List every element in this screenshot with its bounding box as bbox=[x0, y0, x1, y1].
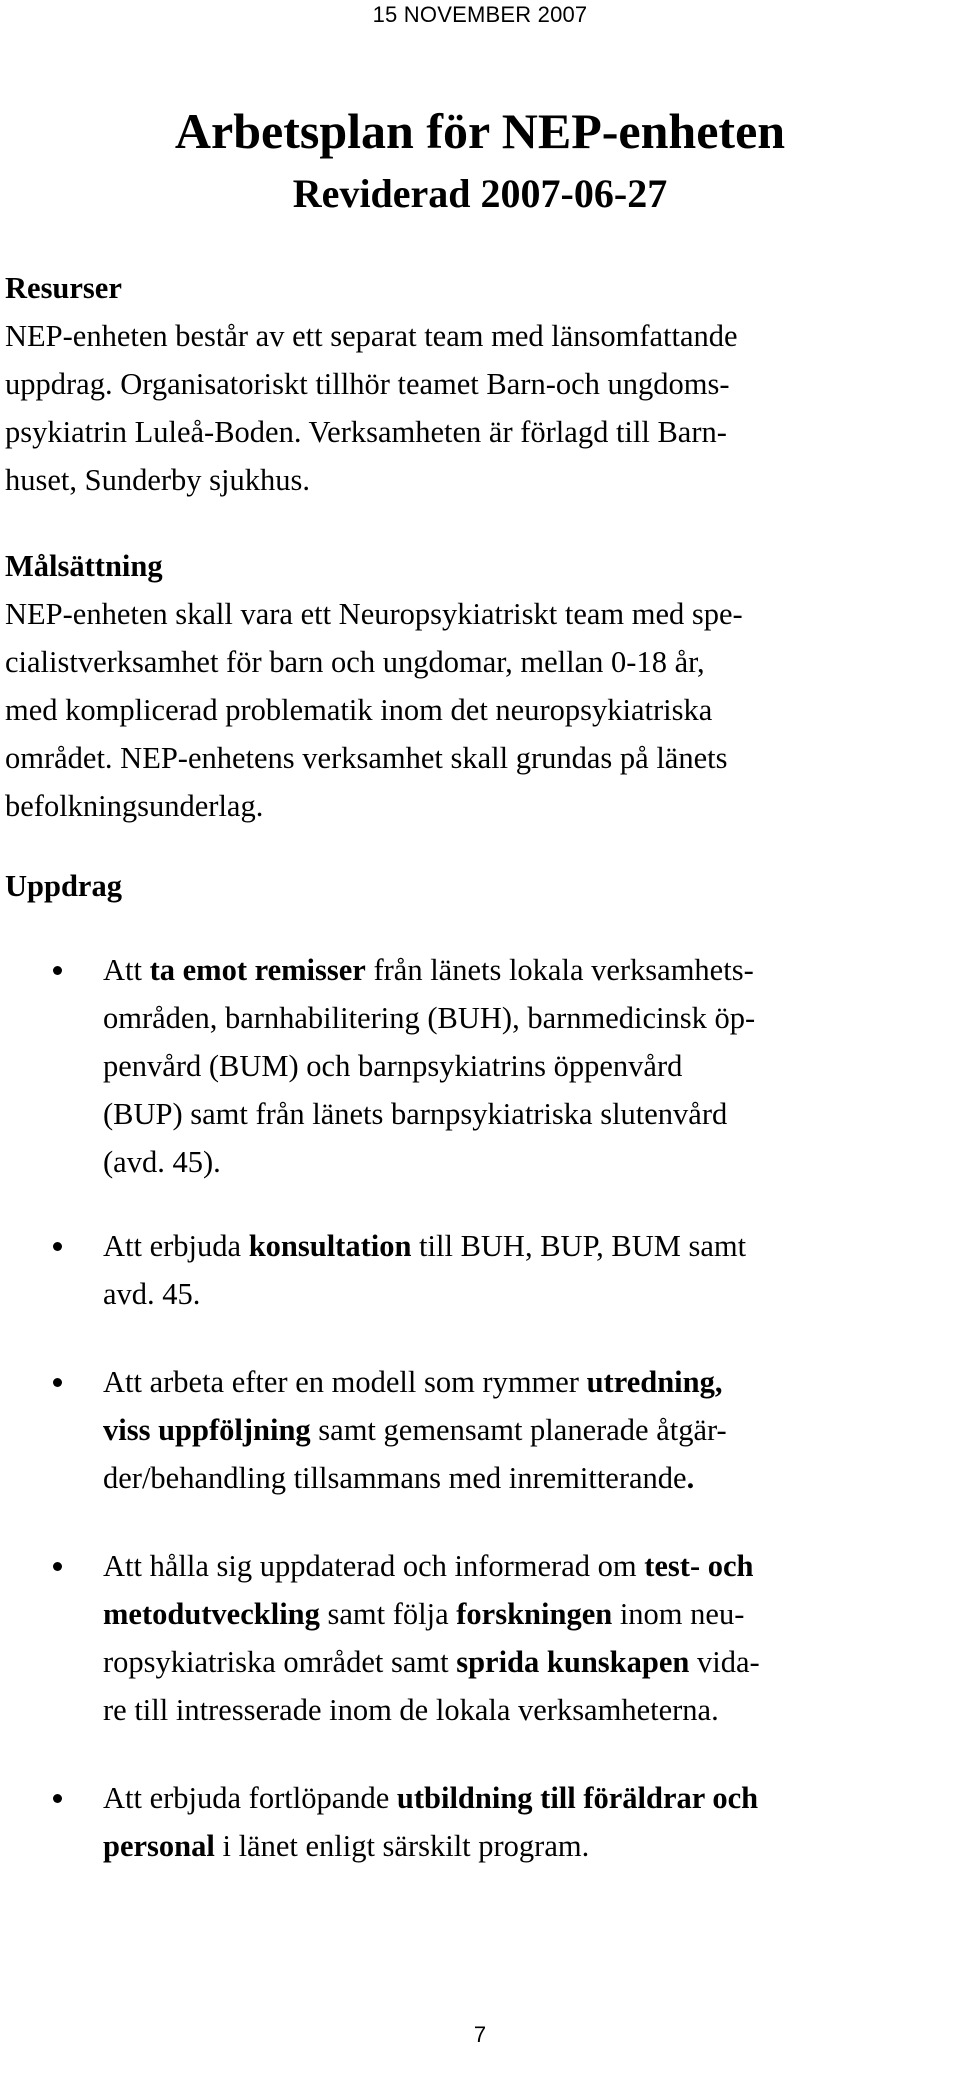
bullet-text bbox=[103, 946, 953, 1186]
section-heading-resurser: Resurser bbox=[5, 271, 122, 305]
text-segment: i länet enligt särskilt program. bbox=[214, 1829, 590, 1863]
section-heading-uppdrag: Uppdrag bbox=[5, 869, 122, 903]
section-resurser bbox=[5, 264, 950, 504]
page-number: 7 bbox=[473, 2022, 487, 2047]
text-segment: Att arbeta efter en modell som rymmer bbox=[103, 1365, 587, 1399]
text-line bbox=[103, 1222, 953, 1270]
text-segment: der/behandling tillsammans med inremitterande bbox=[103, 1461, 687, 1495]
text-line bbox=[103, 1358, 953, 1406]
section-malsattning bbox=[5, 542, 950, 830]
text-line bbox=[103, 1406, 953, 1454]
text-segment: inom neu- bbox=[612, 1597, 745, 1631]
text-line bbox=[103, 1042, 953, 1090]
bullet-icon bbox=[53, 966, 62, 975]
text-segment: (BUP) samt från länets barnpsykiatriska slutenvård bbox=[103, 1097, 728, 1131]
bold-text: utredning, bbox=[586, 1365, 723, 1399]
bold-text: konsultation bbox=[248, 1229, 412, 1263]
text-line: cialistverksamhet för barn och ungdomar, mellan 0-18 år, bbox=[5, 645, 705, 679]
bold-text: ta emot remisser bbox=[149, 953, 366, 987]
text-segment: samt följa bbox=[319, 1597, 457, 1631]
text-line: området. NEP-enhetens verksamhet skall grundas på länets bbox=[5, 741, 728, 775]
text-line: NEP-enheten skall vara ett Neuropsykiatriskt team med spe- bbox=[5, 597, 743, 631]
text-segment: från länets lokala verksamhets- bbox=[365, 953, 754, 987]
text-line bbox=[103, 1822, 953, 1870]
text-line: befolkningsunderlag. bbox=[5, 789, 264, 823]
text-line bbox=[103, 1138, 953, 1186]
page-header-date: 15 NOVEMBER 2007 bbox=[372, 2, 588, 27]
document-subtitle: Reviderad 2007-06-27 bbox=[292, 171, 668, 216]
text-segment: Att erbjuda fortlöpande bbox=[103, 1781, 397, 1815]
text-line bbox=[103, 1270, 953, 1318]
text-line bbox=[103, 1774, 953, 1822]
text-line bbox=[103, 946, 953, 994]
section-body-malsattning bbox=[5, 590, 950, 830]
text-line bbox=[103, 1090, 953, 1138]
text-line: uppdrag. Organisatoriskt tillhör teamet Barn-och ungdoms- bbox=[5, 367, 730, 401]
section-body-resurser bbox=[5, 312, 950, 504]
text-segment: Att bbox=[103, 953, 150, 987]
text-segment: områden, barnhabilitering (BUH), barnmedicinsk öp- bbox=[103, 1001, 756, 1035]
bullet-icon bbox=[53, 1378, 62, 1387]
text-segment: Att hålla sig uppdaterad och informerad om bbox=[103, 1549, 645, 1583]
bold-text: metodutveckling bbox=[103, 1597, 320, 1631]
bold-text: . bbox=[686, 1461, 695, 1495]
section-uppdrag bbox=[5, 862, 950, 910]
bullet-icon bbox=[53, 1562, 62, 1571]
text-line: NEP-enheten består av ett separat team med länsomfattande bbox=[5, 319, 738, 353]
text-segment: ropsykiatriska området samt bbox=[103, 1645, 457, 1679]
bullet-text bbox=[103, 1542, 953, 1734]
bullet-text bbox=[103, 1358, 953, 1502]
bold-text: utbildning till föräldrar och bbox=[396, 1781, 759, 1815]
document-title: Arbetsplan för NEP-enheten bbox=[174, 103, 786, 159]
text-line bbox=[103, 1454, 953, 1502]
bold-text: forskningen bbox=[456, 1597, 613, 1631]
text-segment: re till intresserade inom de lokala verksamheterna. bbox=[103, 1693, 719, 1727]
bold-text: sprida kunskapen bbox=[456, 1645, 690, 1679]
text-line bbox=[103, 1542, 953, 1590]
text-line: psykiatrin Luleå-Boden. Verksamheten är förlagd till Barn- bbox=[5, 415, 727, 449]
bullet-text bbox=[103, 1222, 953, 1318]
bullet-text bbox=[103, 1774, 953, 1870]
bullet-icon bbox=[53, 1242, 62, 1251]
section-heading-malsattning: Målsättning bbox=[5, 549, 163, 583]
bold-text: personal bbox=[103, 1829, 215, 1863]
text-line bbox=[103, 1686, 953, 1734]
text-line: huset, Sunderby sjukhus. bbox=[5, 463, 310, 497]
text-segment: till BUH, BUP, BUM samt bbox=[411, 1229, 747, 1263]
bold-text: viss uppföljning bbox=[103, 1413, 311, 1447]
text-segment: (avd. 45). bbox=[103, 1145, 221, 1179]
text-line: med komplicerad problematik inom det neuropsykiatriska bbox=[5, 693, 713, 727]
text-segment: avd. 45. bbox=[103, 1277, 201, 1311]
bold-text: test- och bbox=[644, 1549, 754, 1583]
text-line bbox=[103, 994, 953, 1042]
text-segment: vida- bbox=[689, 1645, 760, 1679]
text-segment: penvård (BUM) och barnpsykiatrins öppenvård bbox=[103, 1049, 683, 1083]
text-segment: Att erbjuda bbox=[103, 1229, 249, 1263]
text-segment: samt gemensamt planerade åtgär- bbox=[310, 1413, 727, 1447]
bullet-icon bbox=[53, 1794, 62, 1803]
text-line bbox=[103, 1638, 953, 1686]
text-line bbox=[103, 1590, 953, 1638]
